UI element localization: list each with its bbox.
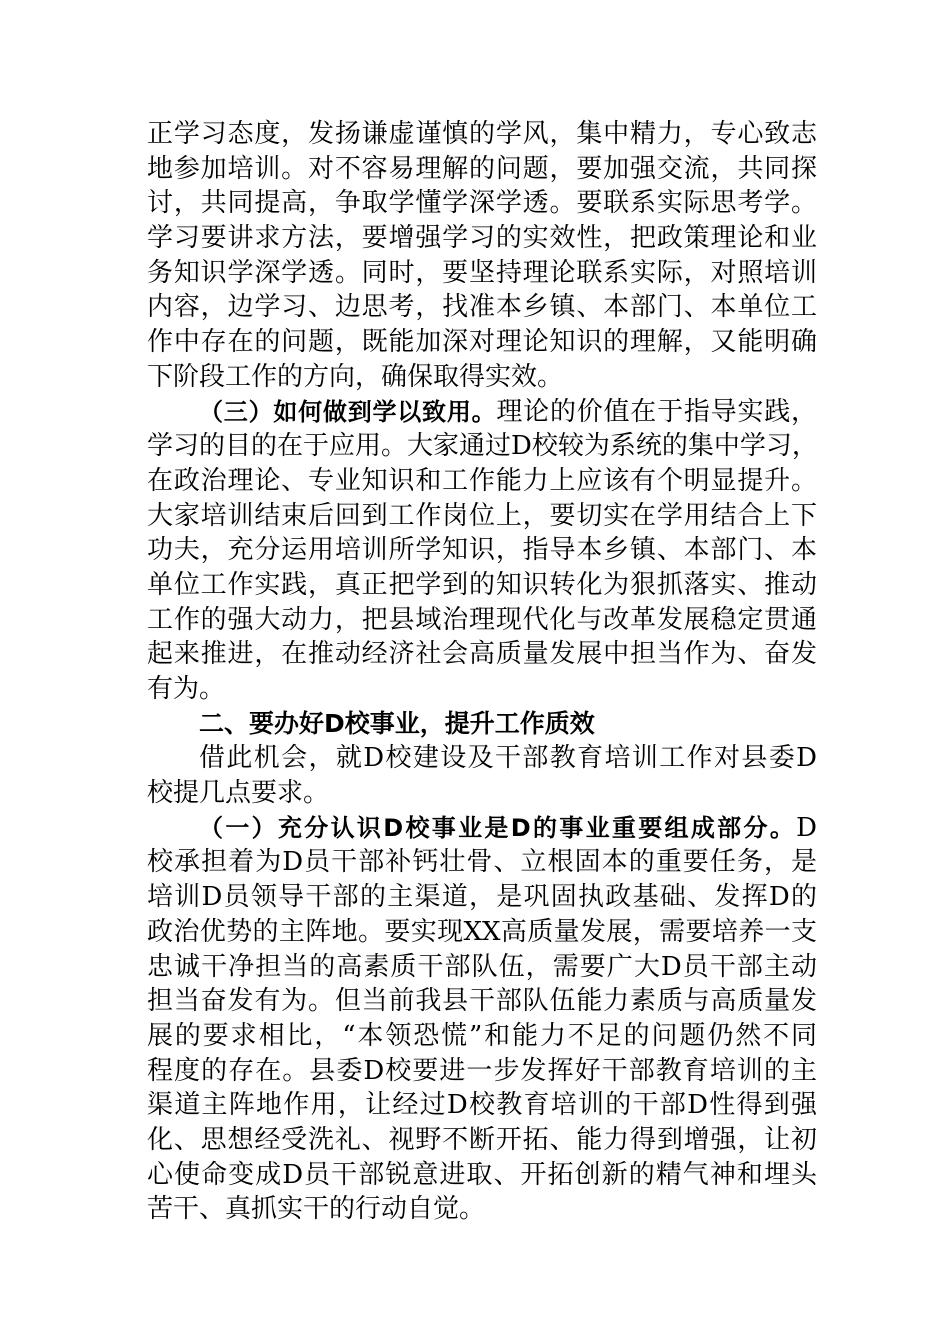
text-line: 培训D员领导干部的主渠道，是巩固执政基础、发挥D的 [147, 882, 817, 913]
text-line: 担当奋发有为。但当前我县干部队伍能力素质与高质量发 [147, 986, 817, 1017]
text-line: 心使命变成D员干部锐意进取、开拓创新的精气神和埋头 [147, 1159, 817, 1190]
text-line: 展的要求相比，“本领恐慌”和能力不足的问题仍然不同 [147, 1020, 817, 1051]
text-line: 政治优势的主阵地。要实现XX高质量发展，需要培养一支 [147, 916, 817, 947]
text-line: 苦干、真抓实干的行动自觉。 [147, 1194, 486, 1225]
text-line: 校承担着为D员干部补钙壮骨、立根固本的重要任务，是 [147, 847, 817, 878]
text-span: 理论的价值在于指导实践， [496, 396, 817, 427]
text-line: 起来推进，在推动经济社会高质量发展中担当作为、奋发 [147, 639, 817, 670]
text-line: 渠道主阵地作用，让经过D校教育培训的干部D性得到强 [147, 1090, 817, 1121]
paragraph-first-line [147, 811, 817, 846]
paragraph-first-line: 借此机会，就D校建设及干部教育培训工作对县委D [199, 743, 817, 774]
text-line: 有为。 [147, 674, 226, 704]
section-heading: 二、要办好D校事业，提升工作质效 [199, 708, 595, 738]
text-line: 下阶段工作的方向，确保取得实效。 [147, 361, 564, 392]
text-line: 学习的目的在于应用。大家通过D校较为系统的集中学习， [147, 431, 818, 462]
text-line: 忠诚干净担当的高素质干部队伍，需要广大D员干部主动 [147, 951, 817, 982]
text-line: 务知识学深学透。同时，要坚持理论联系实际，对照培训 [147, 257, 817, 288]
text-line: 在政治理论、专业知识和工作能力上应该有个明显提升。 [147, 465, 817, 496]
text-line: 化、思想经受洗礼、视野不断开拓、能力得到增强，让初 [147, 1124, 817, 1155]
paragraph-first-line [147, 395, 817, 430]
text-line: 正学习态度，发扬谦虚谨慎的学风，集中精力，专心致志 [147, 119, 817, 149]
document-body [147, 117, 817, 1227]
text-line: 校提几点要求。 [147, 778, 330, 809]
text-line: 内容，边学习、边思考，找准本乡镇、本部门、本单位工 [147, 292, 817, 323]
text-line: 讨，共同提高，争取学懂学深学透。要联系实际思考学。 [147, 188, 817, 219]
text-line: 工作的强大动力，把县域治理现代化与改革发展稳定贯通 [147, 604, 817, 635]
text-line: 程度的存在。县委D校要进一步发挥好干部教育培训的主 [147, 1055, 817, 1086]
text-line: 大家培训结束后回到工作岗位上，要切实在学用结合上下 [147, 500, 817, 531]
subsection-heading: （三）如何做到学以致用。 [199, 397, 497, 426]
text-line: 作中存在的问题，既能加深对理论知识的理解，又能明确 [147, 327, 817, 358]
subsection-heading: （一）充分认识D校事业是D的事业重要组成部分。 [199, 813, 797, 842]
text-span: D [796, 812, 817, 843]
text-line: 地参加培训。对不容易理解的问题，要加强交流，共同探 [147, 153, 817, 184]
text-line: 学习要讲求方法，要增强学习的实效性，把政策理论和业 [147, 223, 817, 254]
text-line: 功夫，充分运用培训所学知识，指导本乡镇、本部门、本 [147, 535, 817, 566]
text-line: 单位工作实践，真正把学到的知识转化为狠抓落实、推动 [147, 569, 817, 600]
